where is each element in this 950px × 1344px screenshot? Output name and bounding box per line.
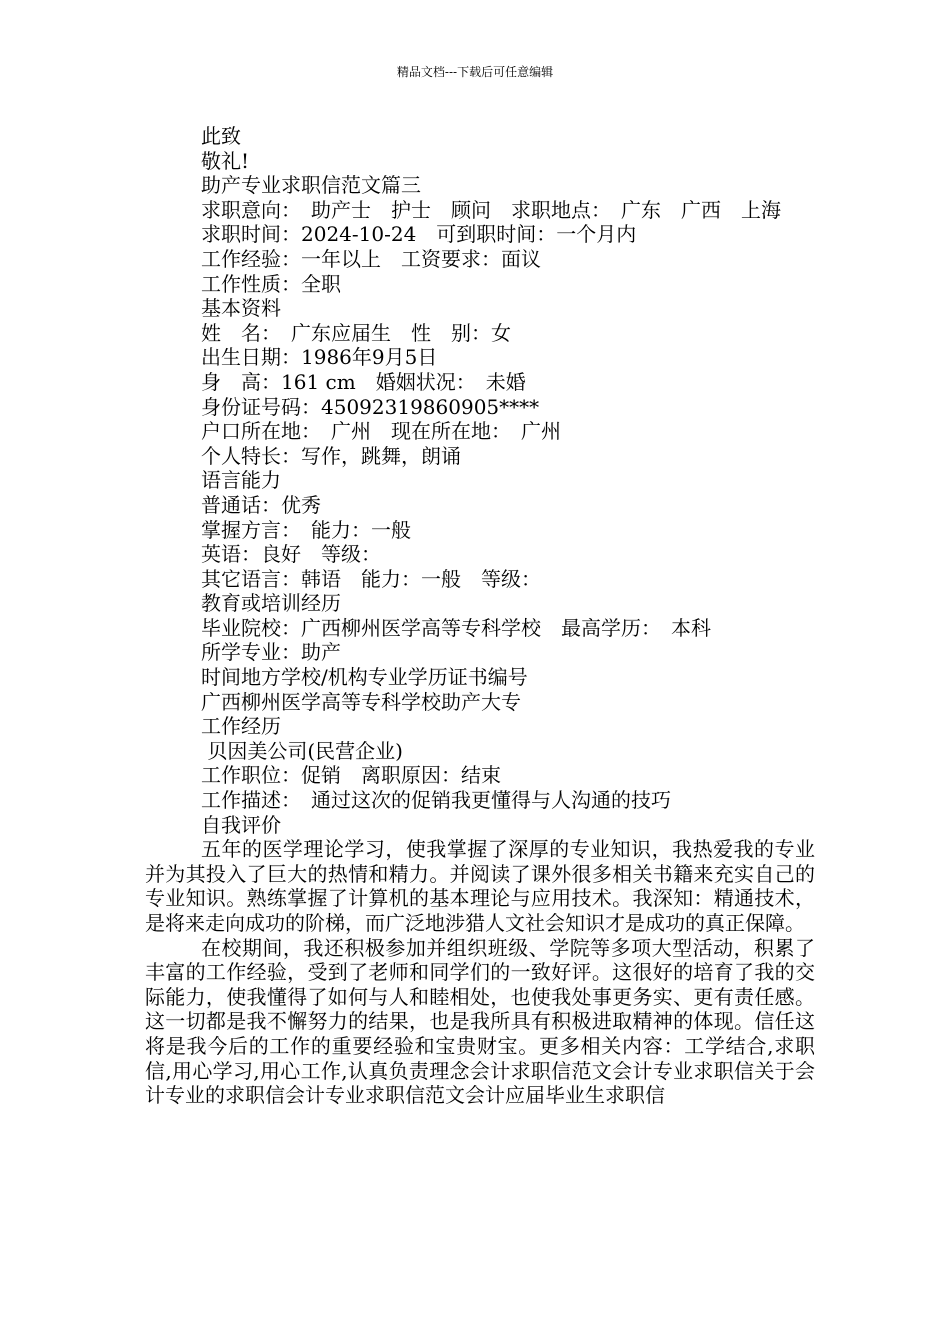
dialect: 掌握方言： 能力：一般 (201, 517, 411, 542)
section-title: 助产专业求职信范文篇三 (201, 173, 421, 198)
work-history-heading: 工作经历 (201, 714, 281, 739)
page-header: 精品文档---下载后可任意编辑 (396, 65, 554, 79)
self-evaluation-heading: 自我评价 (201, 812, 281, 837)
name-gender: 姓 名： 广东应届生 性 别：女 (201, 320, 511, 345)
salutation-line: 敬礼! (201, 148, 250, 173)
work-type: 工作性质：全职 (201, 271, 341, 296)
work-experience-salary: 工作经验：一年以上 工资要求：面议 (201, 246, 541, 271)
education-heading: 教育或培训经历 (201, 591, 341, 616)
self-evaluation-paragraph-1: 五年的医学理论学习，使我掌握了深厚的专业知识，我热爱我的专业并为其投入了巨大的热情和精力。并阅读了课外很多相关书籍来充实自己的专业知识。熟练掌握了计算机的基本理论与应用技术。我深知：精通技术，是将来走向成功的阶梯，而广泛地涉猎人文社会知识才是成功的真正保障。 (145, 837, 815, 935)
height-marital: 身 高：161 cm 婚姻状况： 未婚 (201, 369, 526, 394)
other-language: 其它语言：韩语 能力：一般 等级： (201, 566, 541, 591)
self-evaluation-paragraph-2: 在校期间，我还积极参加并组织班级、学院等多项大型活动，积累了丰富的工作经验，受到了老师和同学们的一致好评。这很好的培育了我的交际能力，使我懂得了如何与人和睦相处，也使我处事更务实、更有责任感。这一切都是我不懈努力的结果，也是我所具有积极进取精神的体现。信任这将是我今后的工作的重要经验和宝贵财宝。更多相关内容：工学结合,求职信,用心学习,用心工作,认真负责理念会计求职信范文会计专业求职信关于会计专业的求职信会计专业求职信范文会计应届毕业生求职信 (145, 935, 815, 1108)
closing-line: 此致 (201, 124, 241, 148)
id-number: 身份证号码：45092319860905**** (201, 394, 540, 419)
major: 所学专业：助产 (201, 640, 341, 665)
document-body (145, 124, 815, 1108)
job-time: 求职时间：2024-10-24 可到职时间：一个月内 (201, 222, 637, 247)
education-row: 广西柳州医学高等专科学校助产大专 (201, 689, 521, 714)
job-description: 工作描述： 通过这次的促销我更懂得与人沟通的技巧 (201, 788, 671, 813)
residence: 户口所在地： 广州 现在所在地： 广州 (201, 419, 561, 444)
language-heading: 语言能力 (201, 468, 281, 493)
job-intention: 求职意向： 助产士 护士 顾问 求职地点： 广东 广西 上海 (201, 197, 781, 222)
birth-date: 出生日期：1986年9月5日 (201, 345, 438, 370)
education-columns: 时间地方学校/机构专业学历证书编号 (201, 665, 528, 690)
english: 英语：良好 等级： (201, 542, 381, 567)
company: 贝因美公司(民营企业) (201, 738, 403, 763)
job-position: 工作职位：促销 离职原因：结束 (201, 763, 501, 788)
mandarin: 普通话：优秀 (201, 492, 321, 517)
personal-skills: 个人特长：写作，跳舞，朗诵 (201, 443, 461, 468)
basic-info-heading: 基本资料 (201, 296, 281, 321)
school-degree: 毕业院校：广西柳州医学高等专科学校 最高学历： 本科 (201, 615, 711, 640)
